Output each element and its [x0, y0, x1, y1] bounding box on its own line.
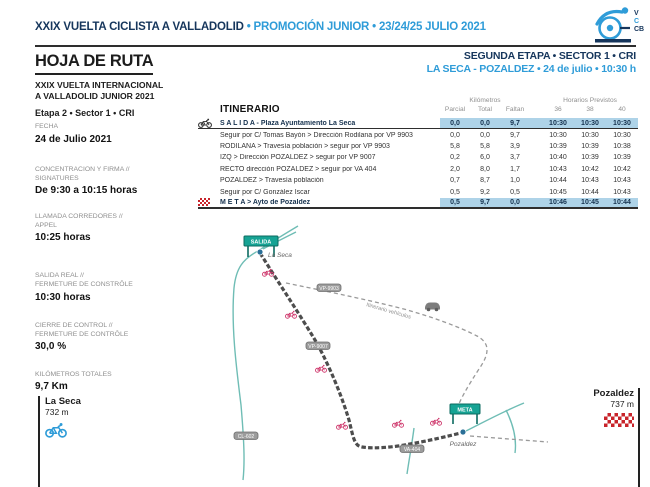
row-parcial: 0,0 — [450, 119, 460, 127]
itinerary-table — [198, 94, 638, 209]
row-h38: 10:30 — [581, 131, 599, 139]
row-h40: 10:43 — [613, 188, 631, 196]
fecha-value: 24 de Julio 2021 — [35, 133, 112, 145]
row-h40: 10:44 — [613, 198, 631, 206]
salida-gate-label: SALIDA — [250, 239, 272, 246]
km-group-label: Kilómetros — [469, 97, 501, 104]
cyclist-icon — [198, 118, 212, 128]
stage-header — [427, 50, 636, 76]
row-h36: 10:30 — [549, 131, 567, 139]
route-map — [0, 212, 650, 487]
row-faltan: 1,0 — [510, 177, 520, 185]
row-h36: 10:39 — [549, 142, 567, 150]
row-h36: 10:40 — [549, 154, 567, 162]
vehicle-route-label: Itinerario vehículos — [365, 302, 412, 321]
schedule-value: 30,0 % — [35, 340, 67, 352]
row-total: 8,7 — [480, 177, 490, 185]
row-faltan: 3,7 — [510, 154, 520, 162]
schedule-label: CIERRE DE CONTROL // — [35, 321, 113, 329]
road-shield-label: CL-602 — [237, 433, 255, 440]
schedule-label-fr: SIGNATURES — [35, 174, 79, 182]
row-desc: RECTO dirección POZALDEZ > seguir por VA 404 — [220, 165, 377, 173]
row-h38: 10:39 — [581, 154, 599, 162]
cyclist-markers — [263, 269, 442, 430]
col-speed-38: 38 — [586, 106, 594, 113]
table-row-meta — [198, 198, 638, 209]
row-total: 6,0 — [480, 154, 490, 162]
row-h40: 10:42 — [613, 165, 631, 173]
horarios-group-label: Horarios Previstos — [563, 97, 617, 104]
row-h40: 10:30 — [613, 131, 631, 139]
stage-title: SEGUNDA ETAPA • SECTOR 1 • CRI — [463, 50, 636, 62]
row-h36: 10:43 — [549, 165, 567, 173]
road-shield — [317, 284, 341, 292]
road-shield-label: VA-404 — [403, 446, 421, 453]
start-elevation-name: La Seca — [45, 396, 81, 407]
road-shield — [234, 432, 258, 440]
row-faltan: 9,7 — [510, 131, 520, 139]
row-h40: 10:43 — [613, 177, 631, 185]
row-faltan: 0,5 — [510, 188, 520, 196]
car-icon — [425, 303, 440, 312]
table-row — [198, 175, 638, 186]
event-title: XXIX VUELTA CICLISTA A VALLADOLID — [35, 21, 244, 33]
schedule-value: 10:25 horas — [35, 232, 91, 244]
row-total: 0,0 — [480, 119, 490, 127]
row-total: 5,8 — [480, 142, 490, 150]
itinerary-title: ITINERARIO — [220, 104, 280, 115]
table-row — [198, 152, 638, 163]
row-h36: 10:45 — [549, 188, 567, 196]
finish-elevation-name: Pozaldez — [593, 388, 634, 399]
finish-flag-icon — [198, 198, 210, 206]
svg-text:C: C — [634, 18, 640, 25]
event-name-line1: XXIX VUELTA INTERNACIONAL — [35, 80, 164, 90]
row-faltan: 0,0 — [510, 198, 520, 206]
start-cyclist-icon — [45, 422, 67, 438]
finish-town-dot — [460, 429, 466, 435]
row-h40: 10:39 — [613, 154, 631, 162]
schedule-label: SALIDA REAL // — [35, 272, 84, 280]
schedule-item — [35, 165, 197, 196]
row-parcial: 0,2 — [450, 154, 460, 162]
row-h40: 10:38 — [613, 142, 631, 150]
svg-text:CB: CB — [634, 26, 644, 33]
schedule-value: 9,7 Km — [35, 381, 68, 393]
schedule-label-fr: FERMETURE DE CONSTRÔLE — [35, 281, 133, 289]
event-subtitle: • PROMOCIÓN JUNIOR • 23/24/25 JULIO 2021 — [246, 21, 486, 33]
road-shield — [400, 445, 424, 453]
start-elevation-altitude: 732 m — [45, 407, 69, 417]
itinerary-group-header — [198, 94, 638, 104]
row-desc: POZALDEZ > Travesía población — [220, 177, 324, 185]
start-town-dot — [257, 249, 263, 255]
row-total: 9,2 — [480, 188, 490, 196]
table-row — [198, 164, 638, 175]
row-parcial: 5,8 — [450, 142, 460, 150]
finish-town-label: Pozaldez — [449, 441, 477, 448]
row-h36: 10:46 — [549, 198, 567, 206]
row-h38: 10:42 — [581, 165, 599, 173]
col-parcial: Parcial — [444, 106, 466, 113]
road-shield — [306, 342, 330, 350]
event-cycling-logo — [592, 3, 644, 50]
fecha-label: FECHA — [35, 123, 59, 131]
elevation-start-marker — [38, 396, 81, 487]
table-row-salida — [198, 118, 638, 129]
table-row — [198, 141, 638, 152]
col-total: Total — [478, 106, 492, 113]
row-total: 9,7 — [480, 198, 490, 206]
row-faltan: 3,9 — [510, 142, 520, 150]
row-parcial: 0,0 — [450, 131, 460, 139]
map-roads — [233, 226, 524, 480]
bicycle-logo-icon — [592, 3, 644, 45]
event-name-line2: A VALLADOLID JUNIOR 2021 — [35, 91, 155, 102]
row-h38: 10:43 — [581, 177, 599, 185]
row-total: 8,0 — [480, 165, 490, 173]
row-h36: 10:30 — [549, 119, 567, 127]
row-faltan: 1,7 — [510, 165, 520, 173]
row-parcial: 0,7 — [450, 177, 460, 185]
finish-elevation-altitude: 737 m — [610, 399, 634, 409]
row-parcial: 0,5 — [450, 188, 460, 196]
stage-route: LA SECA - POZALDEZ • 24 de julio • 10:30 h — [426, 63, 636, 76]
meta-gate — [450, 404, 480, 424]
row-h36: 10:44 — [549, 177, 567, 185]
row-desc: S A L I D A - Plaza Ayuntamiento La Seca — [220, 119, 356, 127]
schedule-value: 10:30 horas — [35, 291, 91, 303]
table-row — [198, 129, 638, 140]
schedule-label: LLAMADA CORREDORES // — [35, 212, 123, 220]
row-parcial: 0,5 — [450, 198, 460, 206]
start-town-label: La Seca — [268, 252, 292, 259]
row-total: 0,0 — [480, 131, 490, 139]
row-desc: RODILANA > Travesía población > seguir por VP 9903 — [220, 142, 390, 150]
row-h40: 10:30 — [613, 119, 631, 127]
col-faltan: Faltan — [505, 106, 525, 113]
schedule-label: CONCENTRACION Y FIRMA // — [35, 165, 130, 173]
page-title: HOJA DE RUTA — [35, 52, 153, 75]
elevation-finish-marker — [593, 388, 640, 487]
row-desc: M E T A > Ayto de Pozaldez — [220, 198, 311, 206]
schedule-label: KILÓMETROS TOTALES — [35, 370, 112, 378]
col-speed-36: 36 — [554, 106, 562, 113]
race-route-line — [260, 253, 461, 448]
page-header — [35, 21, 486, 33]
road-shield-label: VP-9007 — [308, 343, 328, 350]
road-shield-label: VP-9903 — [319, 285, 339, 292]
row-h38: 10:45 — [581, 198, 599, 206]
row-h38: 10:39 — [581, 142, 599, 150]
row-desc: IZQ > Dirección POZALDEZ > seguir por VP 9007 — [220, 154, 376, 162]
row-desc: Seguir por C/ González Iscar — [220, 188, 310, 196]
schedule-label-fr: FERMETURE DE CONTRÔLE — [35, 330, 129, 338]
col-speed-40: 40 — [618, 106, 626, 113]
stage-label: Etapa 2 • Sector 1 • CRI — [35, 108, 135, 119]
table-row — [198, 186, 638, 197]
row-h38: 10:30 — [581, 119, 599, 127]
itinerary-column-header — [198, 104, 638, 115]
meta-gate-label: META — [457, 407, 473, 414]
row-desc: Seguir por C/ Tomas Bayón > Dirección Rodilana por VP 9903 — [220, 131, 413, 139]
svg-text:V: V — [634, 10, 639, 17]
schedule-value: De 9:30 a 10:15 horas — [35, 184, 138, 196]
schedule-label-fr: APPEL — [35, 222, 57, 230]
row-faltan: 9,7 — [510, 119, 520, 127]
row-parcial: 2,0 — [450, 165, 460, 173]
header-divider — [35, 45, 636, 47]
row-h38: 10:44 — [581, 188, 599, 196]
finish-checkered-flag-icon — [604, 413, 634, 427]
